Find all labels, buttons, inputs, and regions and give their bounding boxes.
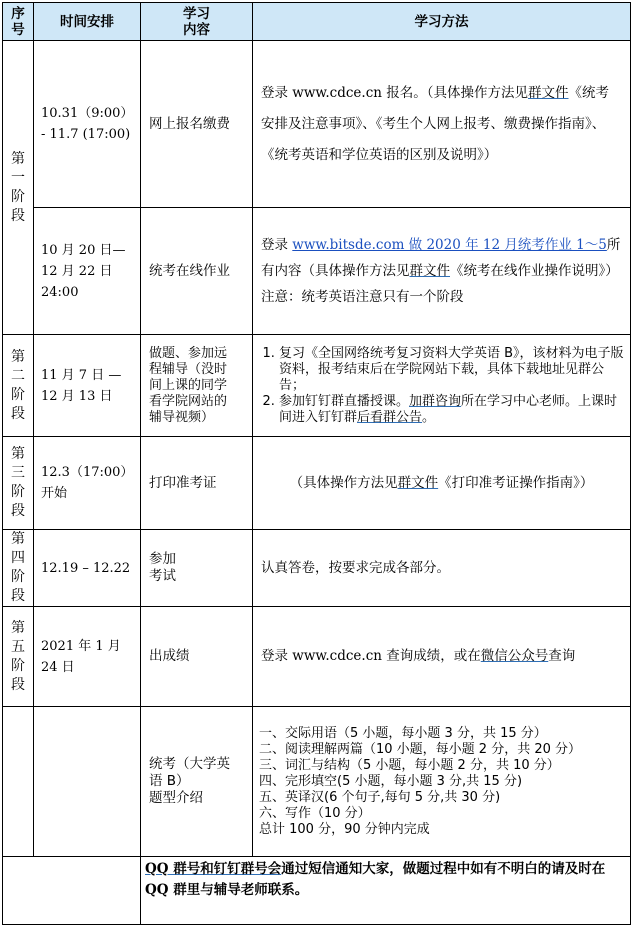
schedule-table bbox=[2, 2, 631, 925]
table-row bbox=[3, 707, 631, 857]
time-line: 12 月 13 日 bbox=[41, 388, 113, 404]
stage-char: 第 bbox=[11, 348, 25, 365]
stage-label bbox=[3, 530, 34, 607]
table-row bbox=[3, 41, 631, 208]
time-line: 10.31（9:00） bbox=[41, 106, 134, 121]
time-line: - 11.7 (17:00) bbox=[41, 127, 131, 142]
time-line: 24:00 bbox=[41, 284, 79, 300]
time-line: 开始 bbox=[41, 486, 68, 501]
content-line: 语 B） bbox=[149, 773, 190, 789]
content-cell bbox=[141, 607, 253, 707]
list-item bbox=[279, 394, 624, 426]
time-line: 12 月 22 日 bbox=[41, 263, 113, 279]
exam-type-item: 一、交际用语（5 小题，每小题 3 分，共 15 分） bbox=[259, 725, 547, 741]
method-text: 《打印准考证操作指南》） bbox=[438, 474, 594, 491]
method-text: 认真答卷，按要求完成各部分。 bbox=[261, 559, 450, 576]
content-line: 看学院网站的 bbox=[149, 393, 228, 409]
group-files-link[interactable]: 群文件 bbox=[528, 84, 569, 101]
list-item bbox=[279, 346, 624, 394]
method-list bbox=[259, 346, 624, 426]
content-line: 题型介绍 bbox=[149, 790, 203, 806]
method-text: 查询 bbox=[548, 648, 576, 664]
header-content-line: 内容 bbox=[183, 21, 210, 38]
content-line: 统考（大学英 bbox=[149, 756, 230, 772]
empty-cell bbox=[3, 707, 34, 857]
stage-char: 一 bbox=[11, 169, 25, 186]
time-cell bbox=[34, 208, 141, 335]
group-notice-link[interactable]: 后看群公告 bbox=[357, 409, 423, 425]
group-files-link[interactable]: 群文件 bbox=[397, 474, 439, 491]
header-content bbox=[141, 3, 253, 41]
content-line: 打印准考证 bbox=[149, 474, 217, 491]
content-line: 网上报名缴费 bbox=[149, 115, 230, 132]
stage-char: 段 bbox=[11, 676, 25, 693]
content-line: 程辅导（没时 bbox=[149, 361, 228, 377]
method-cell bbox=[253, 208, 631, 335]
stage-char: 二 bbox=[11, 367, 25, 384]
stage-label bbox=[3, 335, 34, 437]
stage-char: 阶 bbox=[11, 188, 25, 205]
method-text: 登录 www.cdce.cn 报名。（具体操作方法见 bbox=[261, 84, 528, 101]
table-row bbox=[3, 857, 631, 925]
exam-type-item: 二、阅读理解两篇（10 小题，每小题 2 分，共 20 分） bbox=[259, 741, 582, 757]
exam-type-total: 总计 100 分，90 分钟内完成 bbox=[259, 821, 430, 837]
stage-char: 段 bbox=[11, 207, 25, 224]
stage-char: 段 bbox=[11, 405, 25, 422]
content-cell bbox=[141, 208, 253, 335]
time-cell bbox=[34, 530, 141, 607]
method-cell bbox=[253, 530, 631, 607]
header-seq bbox=[3, 3, 34, 41]
header-seq-line: 序 bbox=[11, 5, 25, 22]
stage-char: 阶 bbox=[11, 569, 25, 585]
time-line: 2021 年 1 月 bbox=[41, 638, 121, 654]
stage-char: 第 bbox=[11, 446, 25, 462]
content-line: 统考在线作业 bbox=[149, 262, 230, 279]
wechat-account-link[interactable]: 微信公众号 bbox=[480, 648, 549, 664]
method-cell bbox=[253, 437, 631, 530]
content-line: 辅导视频） bbox=[149, 409, 215, 425]
table-row bbox=[3, 437, 631, 530]
method-text: （具体操作方法见 bbox=[289, 474, 398, 491]
header-method: 学习方法 bbox=[253, 3, 631, 41]
note-text: 通过短信通知大家，做题过程中如有不明白的请及时在 QQ 群里与辅导老师联系。 bbox=[145, 861, 606, 898]
method-text: 参加钉钉群直播授课。 bbox=[279, 393, 410, 409]
time-cell bbox=[34, 41, 141, 208]
exam-type-item: 三、词汇与结构（5 小题，每小题 2 分，共 10 分） bbox=[259, 757, 560, 773]
method-text: 《统考安排及注意事项》、《考生个人网上报考、缴费操作指南》、《统考英语和学位英语的区别及说明》） bbox=[261, 84, 609, 163]
content-line: 做题、参加远 bbox=[149, 345, 228, 361]
group-consult-link[interactable]: 加群咨询 bbox=[409, 393, 462, 409]
content-cell bbox=[141, 335, 253, 437]
content-cell bbox=[141, 530, 253, 607]
content-line: 出成绩 bbox=[149, 648, 190, 664]
method-cell bbox=[253, 607, 631, 707]
method-text: 所在学习中心老师。上课时间进入钉钉群 bbox=[279, 393, 618, 425]
header-row bbox=[3, 3, 631, 41]
stage-label bbox=[3, 41, 34, 335]
time-line: 11 月 7 日 — bbox=[41, 367, 122, 383]
stage-char: 阶 bbox=[11, 657, 25, 674]
content-line: 参加 bbox=[149, 551, 176, 567]
stage-label bbox=[3, 437, 34, 530]
exam-type-item: 四、完形填空(5 小题，每小题 3 分,共 15 分) bbox=[259, 773, 523, 789]
table-row bbox=[3, 335, 631, 437]
header-time: 时间安排 bbox=[34, 3, 141, 41]
stage-char: 阶 bbox=[11, 386, 25, 403]
content-line: 间上课的同学 bbox=[149, 377, 228, 393]
stage-char: 四 bbox=[11, 550, 25, 566]
stage-char: 三 bbox=[11, 465, 25, 481]
bitsde-link[interactable]: www.bitsde.com 做 2020 年 12 月统考作业 1～5 bbox=[292, 237, 607, 253]
exam-type-item: 六、写作（10 分） bbox=[259, 805, 371, 821]
content-cell bbox=[141, 437, 253, 530]
content-line: 考试 bbox=[149, 568, 176, 584]
time-cell bbox=[34, 335, 141, 437]
time-cell bbox=[34, 437, 141, 530]
method-text: 登录 bbox=[261, 237, 293, 253]
exam-types-cell bbox=[253, 707, 631, 857]
time-line: 12.19 – 12.22 bbox=[41, 560, 131, 576]
content-cell bbox=[141, 41, 253, 208]
exam-type-item: 五、英译汉(6 个句子,每句 5 分,共 30 分) bbox=[259, 789, 501, 805]
method-text: 《统考在线作业操作说明》）注意：统考英语注意只有一个阶段 bbox=[261, 263, 619, 305]
content-cell bbox=[141, 707, 253, 857]
method-cell bbox=[253, 335, 631, 437]
stage-char: 第 bbox=[11, 531, 25, 547]
empty-cell bbox=[3, 857, 141, 925]
table-row bbox=[3, 208, 631, 335]
group-files-link[interactable]: 群文件 bbox=[409, 263, 450, 279]
time-line: 24 日 bbox=[41, 659, 75, 675]
time-cell bbox=[34, 607, 141, 707]
note-cell bbox=[141, 857, 631, 925]
time-line: 12.3（17:00） bbox=[41, 465, 134, 480]
stage-label bbox=[3, 607, 34, 707]
stage-char: 段 bbox=[11, 503, 25, 519]
stage-char: 阶 bbox=[11, 484, 25, 500]
table-row bbox=[3, 607, 631, 707]
stage-char: 五 bbox=[11, 638, 25, 655]
header-seq-line: 号 bbox=[11, 21, 25, 38]
method-text: 所有内容（具体操作方法见 bbox=[261, 237, 621, 279]
stage-char: 段 bbox=[11, 588, 25, 604]
stage-char: 第 bbox=[11, 150, 25, 167]
group-number-link[interactable]: QQ 群号和钉钉群号会 bbox=[145, 861, 282, 877]
empty-cell bbox=[34, 707, 141, 857]
time-line: 10 月 20 日— bbox=[41, 242, 126, 258]
method-text: 。 bbox=[422, 409, 436, 425]
table-row bbox=[3, 530, 631, 607]
header-content-line: 学习 bbox=[183, 5, 210, 22]
method-text: 复习《全国网络统考复习资料大学英语 B》，该材料为电子版资料，报考结束后在学院网站下载，具体下载地址见群公告； bbox=[279, 345, 624, 393]
method-text: 登录 www.cdce.cn 查询成绩，或在 bbox=[261, 648, 481, 664]
method-cell bbox=[253, 41, 631, 208]
stage-char: 第 bbox=[11, 619, 25, 636]
